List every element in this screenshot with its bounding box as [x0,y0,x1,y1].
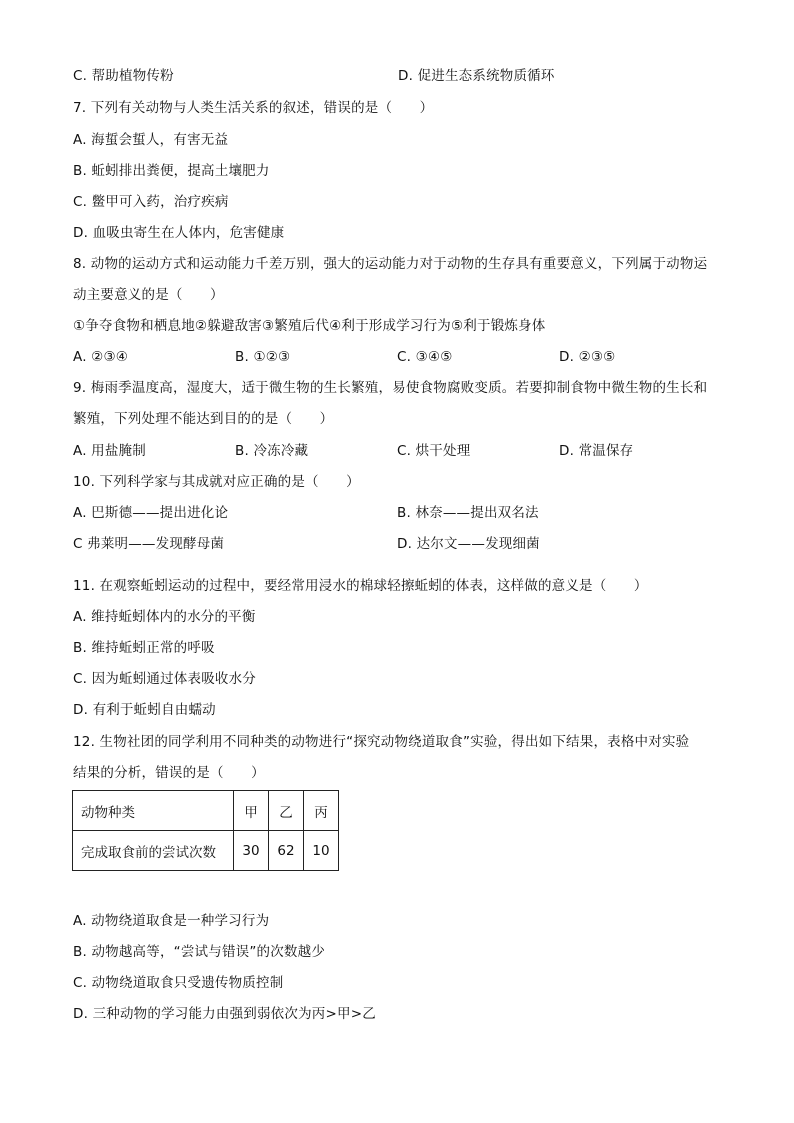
q12-option-b: B. 动物越高等，“尝试与错误”的次数越少 [73,944,326,960]
q9-stem-line2: 繁殖，下列处理不能达到目的的是（ ） [73,411,334,427]
q8-option-d: D. ②③⑤ [559,349,616,365]
q10-option-d: D. 达尔文——发现细菌 [397,536,540,552]
q12-results-table [72,790,339,871]
q6-option-c: C. 帮助植物传粉 [73,68,174,84]
q8-items: ①争夺食物和栖息地②躲避敌害③繁殖后代④利于形成学习行为⑤利于锻炼身体 [73,318,546,334]
q8-option-b: B. ①②③ [235,349,291,365]
table-cell: 完成取食前的尝试次数 [73,831,234,871]
q7-option-c: C. 鳖甲可入药，治疗疾病 [73,194,229,210]
q7-option-d: D. 血吸虫寄生在人体内，危害健康 [73,225,285,241]
table-cell: 甲 [234,791,269,831]
q9-stem-line1: 9. 梅雨季温度高，湿度大，适于微生物的生长繁殖，易使食物腐败变质。若要抑制食物中微生物的生长和 [73,380,708,396]
q8-option-a: A. ②③④ [73,349,129,365]
q11-option-c: C. 因为蚯蚓通过体表吸收水分 [73,671,257,687]
q9-option-a: A. 用盐腌制 [73,443,146,459]
table-cell: 10 [304,831,339,871]
table-cell: 乙 [269,791,304,831]
table-cell: 30 [234,831,269,871]
q8-stem-line2: 动主要意义的是（ ） [73,287,224,303]
table-cell: 丙 [304,791,339,831]
q12-option-a: A. 动物绕道取食是一种学习行为 [73,913,270,929]
q11-option-d: D. 有利于蚯蚓自由蠕动 [73,702,216,718]
q7-option-b: B. 蚯蚓排出粪便，提高土壤肥力 [73,163,270,179]
q11-option-a: A. 维持蚯蚓体内的水分的平衡 [73,609,256,625]
table-cell: 动物种类 [73,791,234,831]
q10-stem: 10. 下列科学家与其成就对应正确的是（ ） [73,474,360,490]
table-row [73,831,339,871]
q9-option-b: B. 冷冻冷藏 [235,443,309,459]
q10-option-c: C 弗莱明——发现酵母菌 [73,536,225,552]
q7-stem: 7. 下列有关动物与人类生活关系的叙述，错误的是（ ） [73,100,434,116]
q6-option-d: D. 促进生态系统物质循环 [398,68,555,84]
q12-stem-line2: 结果的分析，错误的是（ ） [73,765,265,781]
q9-option-c: C. 烘干处理 [397,443,471,459]
q10-option-a: A. 巴斯德——提出进化论 [73,505,229,521]
q8-option-c: C. ③④⑤ [397,349,453,365]
q12-stem-line1: 12. 生物社团的同学利用不同种类的动物进行“探究动物绕道取食”实验，得出如下结果，表格中对实验 [73,734,690,750]
q11-option-b: B. 维持蚯蚓正常的呼吸 [73,640,215,656]
q8-stem-line1: 8. 动物的运动方式和运动能力千差万别，强大的运动能力对于动物的生存具有重要意义，下列属于动物运 [73,256,708,272]
q12-option-c: C. 动物绕道取食只受遗传物质控制 [73,975,284,991]
q12-option-d: D. 三种动物的学习能力由强到弱依次为丙>甲>乙 [73,1006,376,1022]
q10-option-b: B. 林奈——提出双名法 [397,505,539,521]
table-cell: 62 [269,831,304,871]
q7-option-a: A. 海蜇会蜇人，有害无益 [73,132,229,148]
q9-option-d: D. 常温保存 [559,443,634,459]
q11-stem: 11. 在观察蚯蚓运动的过程中，要经常用浸水的棉球轻擦蚯蚓的体表，这样做的意义是（ ） [73,578,648,594]
table-header-row [73,791,339,831]
